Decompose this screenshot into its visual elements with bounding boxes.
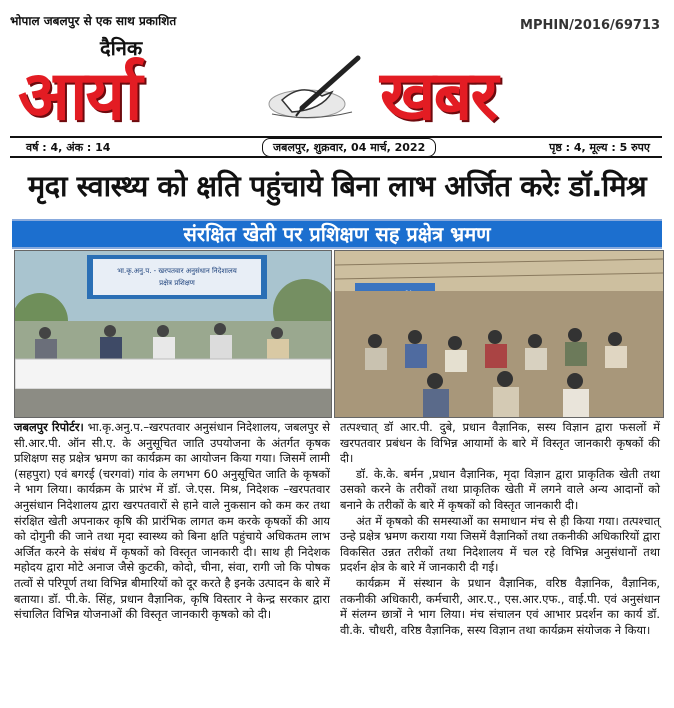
page-price: पृष्ठ : 4, मूल्य : 5 रुपए bbox=[549, 141, 650, 154]
edition-tagline: भोपाल जबलपुर से एक साथ प्रकाशित bbox=[10, 14, 177, 28]
paragraph: अंत में कृषको की समस्याओं का समाधान मंच से ही किया गया। तत्पश्चात् उन्हे प्रक्षेत्र भ्रमण कराया गया जिसमें वैज्ञानिकों तथा तकनीकी अधिकारियों द्वारा विकसित उन्नत तरीकों तथा निदेशालय में चल रहे विभिन्न अनुसंधानों तथा प्रदर्शन क्षेत्र के बारे में जानकारी दी गई। bbox=[340, 513, 660, 575]
paragraph: तत्पश्चात् डॉ आर.पी. दुबे, प्रधान वैज्ञानिक, सस्य विज्ञान द्वारा फसलों में खरपतवार प्रबंधन के विभिन्न आयामों के बारे में विस्तृत जानकारी कृषकों की दी। bbox=[340, 420, 660, 466]
paragraph bbox=[14, 420, 330, 623]
masthead-dainik: दैनिक bbox=[100, 36, 143, 60]
paragraph: कार्यक्रम में संस्थान के प्रधान वैज्ञानिक, वरिष्ठ वैज्ञानिक, वैज्ञानिक, तकनीकी अधिकारी, कर्मचारी, आर.ए., एस.आर.एफ., वाई.पी. एवं अनुसंधान में संलग्न छात्रों ने भाग लिया। मंच संचालन एवं आभार प्रदर्शन का कार्य डॉ. वी.के. चौधरी, वरिष्ठ वैज्ञानिक, सस्य विज्ञान तथा कार्यक्रम संयोजक ने किया। bbox=[340, 575, 660, 637]
stage-banner-line1: भा.कृ.अनु.प. - खरपतवार अनुसंधान निदेशालय bbox=[117, 267, 237, 275]
volume-issue: वर्ष : 4, अंक : 14 bbox=[26, 141, 111, 154]
paragraph-text: भा.कृ.अनु.प.–खरपतवार अनुसंधान निदेशालय, जबलपुर से सी.आर.पी. ऑन सी.ए. के अनुसूचित जाति उपयोजना के अंतर्गत कृषक प्रशिक्षण सह प्रक्षेत्र भ्रमण का कार्यक्रम का आयोजन किया गया। जिसमें लामी (सहपुरा) एवं बगरई (चरगवां) गांव के लगभग 60 अनुसूचित जाति के कृषकों ने भाग लिया। कार्यक्रम के प्रारंभ में डॉ. जे.एस. मिश्र, निदेशक –खरपतवार अनुसंधान निदेशालय द्वारा खरपतवारों से हाने वाले नुकसान को कम कर तथा संरक्षित खेती अपनाकर कृषि की प्रारंभिक लागत कम करके कृषकों की आय को दोगुनी की जाने तथा मृदा स्वास्थ्य को बिना क्षति पहुंचाये अधिकतम लाभ अर्जित करने के संबंध में कृषकों को विस्तृत जानकारी दी। साथ ही निदेशक महोदय द्वारा मोटे अनाज जैसे कुटकी, कोदो, चीना, संवा, रागी जो कि पोषक तत्वों से परिपूर्ण तथा विभिन्न बीमारियों को दूर करते है इनके उत्पादन के बारे में बताया। डॉ. पी.के. सिंह, प्रधान वैज्ञानिक, कृषि विस्तार ने केन्द्र सरकार द्वारा संचालित विभिन्न योजनाओं की विस्तृत जानकारी कृषको को दी। bbox=[14, 420, 330, 622]
stage-banner-line2: प्रक्षेत्र प्रशिक्षण bbox=[159, 279, 195, 287]
audience-photo bbox=[334, 250, 664, 418]
dateline: जबलपुर, शुक्रवार, 04 मार्च, 2022 bbox=[262, 138, 436, 157]
meeting-stage-photo bbox=[14, 250, 332, 418]
paragraph: डॉ. के.के. बर्मन ,प्रधान वैज्ञानिक, मृदा विज्ञान द्वारा प्राकृतिक खेती तथा उसको करने के तरीकों तथा प्राकृतिक खेती में लगने वाले अन्य आदानों को बनाने के तरीकों के बारे में कृषकों को विस्तृत जानकारी दी। bbox=[340, 466, 660, 512]
article-banner: संरक्षित खेती पर प्रशिक्षण सह प्रक्षेत्र भ्रमण bbox=[12, 219, 662, 249]
registration-number: MPHIN/2016/69713 bbox=[520, 18, 660, 33]
masthead-left-word: आर्या bbox=[18, 56, 141, 136]
audience-illustration bbox=[335, 251, 663, 417]
pen-hand-icon bbox=[262, 52, 372, 126]
article-headline: मृदा स्वास्थ्य को क्षति पहुंचाये बिना लाभ अर्जित करेः डॉ.मिश्र bbox=[27, 169, 647, 203]
article-column-2 bbox=[340, 420, 660, 638]
meeting-stage-illustration bbox=[15, 251, 331, 417]
masthead-right-word: खबर bbox=[380, 56, 497, 136]
issue-info-bar bbox=[10, 136, 662, 158]
article-column-1 bbox=[14, 420, 330, 623]
reporter-lead: जबलपुर रिपोर्टर। bbox=[14, 420, 84, 434]
